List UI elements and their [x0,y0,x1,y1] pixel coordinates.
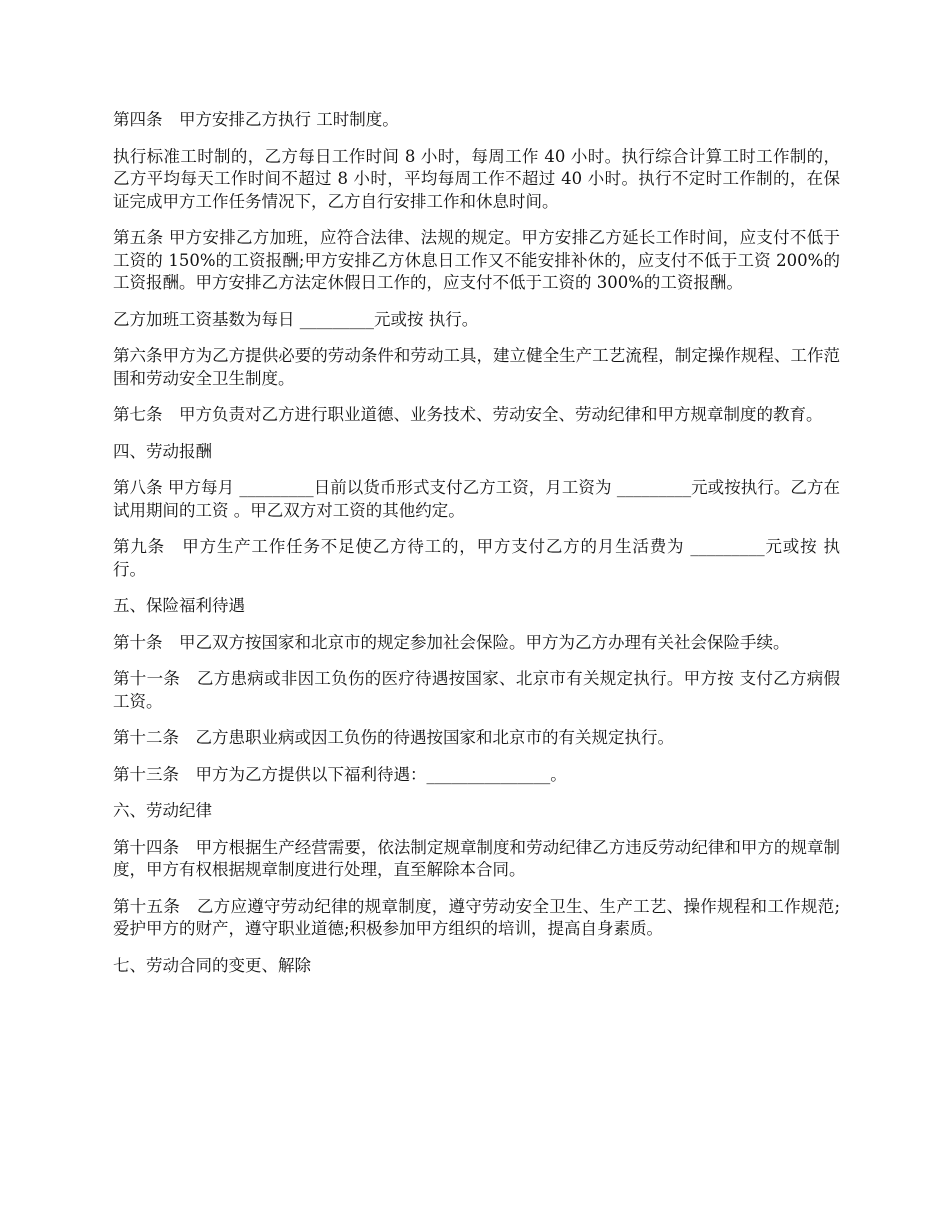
article-11: 第十一条 乙方患病或非因工负伤的医疗待遇按国家、北京市有关规定执行。甲方按 支付乙方病假工资。 [113,669,840,711]
article-8: 第八条 甲方每月 _________日前以货币形式支付乙方工资，月工资为 _________元或按执行。乙方在试用期间的工资 。甲乙双方对工资的其他约定。 [113,478,840,520]
working-hours-paragraph: 执行标准工时制的，乙方每日工作时间 8 小时，每周工作 40 小时。执行综合计算工时工作制的，乙方平均每天工作时间不超过 8 小时，平均每周工作不超过 40 小时。执行不定时工作制的，在保证完成甲方工作任务情况下，乙方自行安排工作和休息时间。 [113,146,840,211]
article-14: 第十四条 甲方根据生产经营需要，依法制定规章制度和劳动纪律乙方违反劳动纪律和甲方的规章制度，甲方有权根据规章制度进行处理，直至解除本合同。 [113,837,840,879]
article-7: 第七条 甲方负责对乙方进行职业道德、业务技术、劳动安全、劳动纪律和甲方规章制度的教育。 [113,405,823,424]
section-heading-6: 六、劳动纪律 [113,801,212,820]
article-12: 第十二条 乙方患职业病或因工负伤的待遇按国家和北京市的有关规定执行。 [113,728,674,747]
overtime-wage-base: 乙方加班工资基数为每日 _________元或按 执行。 [113,309,479,329]
article-4: 第四条 甲方安排乙方执行 工时制度。 [113,110,399,129]
article-15: 第十五条 乙方应遵守劳动纪律的规章制度，遵守劳动安全卫生、生产工艺、操作规程和工作规范;爱护甲方的财产，遵守职业道德;积极参加甲方组织的培训，提高自身素质。 [113,896,840,938]
article-10: 第十条 甲乙双方按国家和北京市的规定参加社会保险。甲方为乙方办理有关社会保险手续。 [113,632,790,652]
article-6: 第六条甲方为乙方提供必要的劳动条件和劳动工具，建立健全生产工艺流程，制定操作规程、工作范围和劳动安全卫生制度。 [113,346,840,388]
article-5: 第五条 甲方安排乙方加班，应符合法律、法规的规定。甲方安排乙方延长工作时间，应支付不低于工资的 150%的工资报酬;甲方安排乙方休息日工作又不能安排补休的，应支付不低于工资 200%的工资报酬。甲方安排乙方法定休假日工作的，应支付不低于工资的 300%的工资报酬。 [113,228,840,292]
document-page [113,109,840,991]
section-heading-7: 七、劳动合同的变更、解除 [113,955,311,975]
article-13: 第十三条 甲方为乙方提供以下福利待遇：_______________。 [113,764,567,784]
article-9: 第九条 甲方生产工作任务不足使乙方待工的，甲方支付乙方的月生活费为 _________元或按 执行。 [113,537,840,579]
section-heading-4: 四、劳动报酬 [113,441,212,461]
section-heading-5: 五、保险福利待遇 [113,596,245,615]
